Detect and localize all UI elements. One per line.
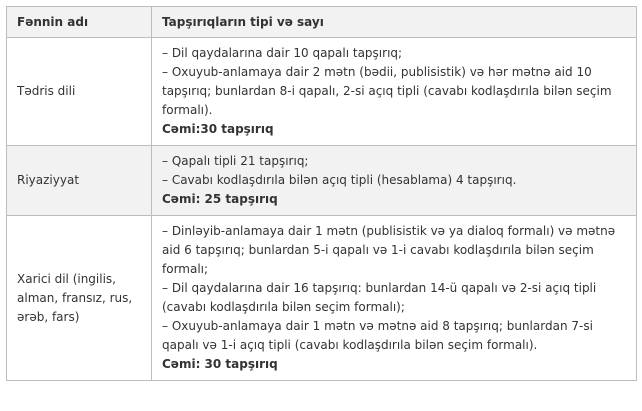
table-row: [7, 146, 637, 216]
subject-name: Xarici dil (ingilis, alman, fransız, rus, ərəb, fars): [7, 216, 152, 381]
task-total: Cəmi: 25 tapşırıq: [162, 192, 278, 206]
header-subject-name: Fənnin adı: [7, 7, 152, 38]
subject-name: Riyaziyyat: [7, 146, 152, 216]
task-line: – Dil qaydalarına dair 10 qapalı tapşırıq;: [162, 46, 403, 60]
task-details: [152, 216, 637, 381]
task-line: – Oxuyub-anlamaya dair 1 mətn və mətnə aid 8 tapşırıq; bunlardan 7-si qapalı və 1-i açıq tipli (cavabı kodlaşdırıla bilən seçim formalı).: [162, 319, 593, 352]
subject-name: Tədris dili: [7, 38, 152, 146]
task-line: – Oxuyub-anlamaya dair 2 mətn (bədii, publisistik) və hər mətnə aid 10 tapşırıq; bunlardan 8-i qapalı, 2-si açıq tipli (cavabı kodlaşdırıla bilən seçim formalı).: [162, 65, 612, 117]
task-line: – Dinləyib-anlamaya dair 1 mətn (publisistik və ya dialoq formalı) və mətnə aid 6 tapşırıq; bunlardan 5-i qapalı və 1-i cavabı kodlaşdırıla bilən seçim formalı;: [162, 224, 616, 276]
table-header-row: [7, 7, 637, 38]
task-total: Cəmi: 30 tapşırıq: [162, 357, 278, 371]
task-total: Cəmi:30 tapşırıq: [162, 122, 274, 136]
task-details: [152, 146, 637, 216]
task-details: [152, 38, 637, 146]
tasks-table: [6, 6, 637, 381]
task-line: – Cavabı kodlaşdırıla bilən açıq tipli (hesablama) 4 tapşırıq.: [162, 173, 517, 187]
table-row: [7, 216, 637, 381]
table-row: [7, 38, 637, 146]
task-line: – Dil qaydalarına dair 16 tapşırıq: bunlardan 14-ü qapalı və 2-si açıq tipli (cavabı kodlaşdırıla bilən seçim formalı);: [162, 281, 597, 314]
task-line: – Qapalı tipli 21 tapşırıq;: [162, 154, 309, 168]
header-task-types: Tapşırıqların tipi və sayı: [152, 7, 637, 38]
